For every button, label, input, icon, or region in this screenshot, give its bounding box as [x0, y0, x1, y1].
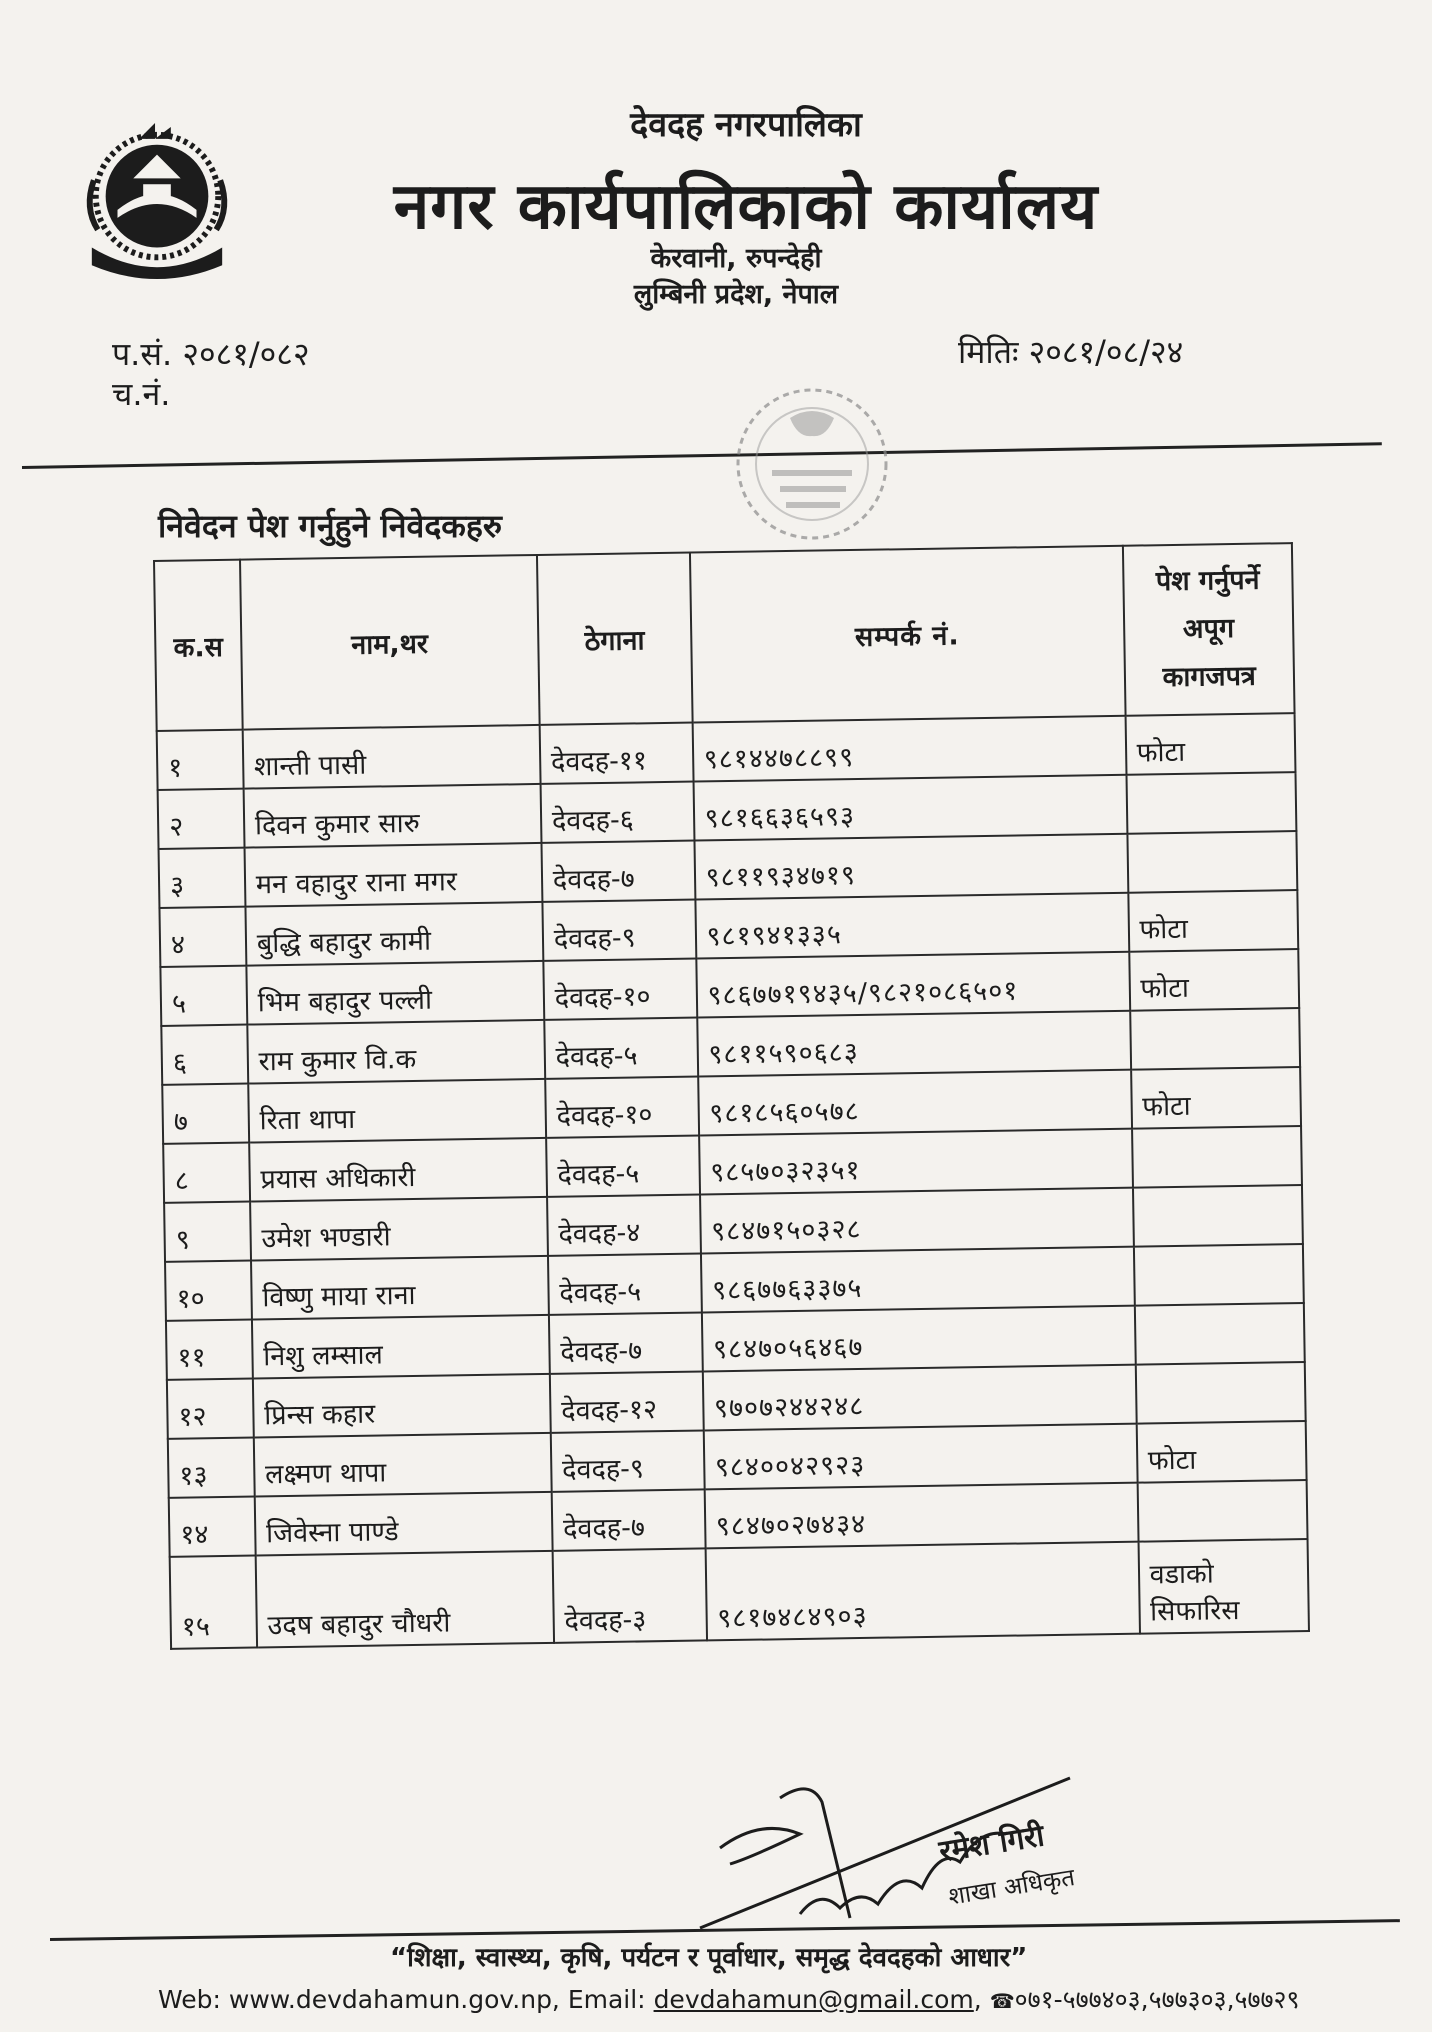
- cell-name: बुद्धि बहादुर कामी: [245, 902, 543, 966]
- table-row: [170, 1539, 1309, 1649]
- cell-documents: [1133, 1185, 1303, 1247]
- column-header-sn: क.स: [154, 560, 242, 731]
- cell-sn: ५: [160, 966, 247, 1026]
- telephone-icon: ☎: [989, 1989, 1015, 2013]
- cell-contact: ९८१८५६०५७८: [698, 1070, 1132, 1136]
- cell-address: देवदह-७: [551, 1489, 705, 1550]
- cell-address: देवदह-५: [548, 1253, 702, 1314]
- column-header-documents-line-2: अपूग: [1182, 613, 1235, 645]
- cell-sn: ३: [159, 848, 246, 908]
- cell-documents: [1134, 1303, 1304, 1365]
- cell-sn: ७: [162, 1084, 249, 1144]
- cell-contact: ९८१९४१३३५: [695, 893, 1129, 959]
- cell-name: विष्णु माया राना: [251, 1256, 549, 1320]
- footer-phones: ०७१-५७७४०३,५७७३०३,५७७२९: [1014, 1985, 1300, 2014]
- cell-sn: २: [158, 789, 245, 849]
- cell-sn: १०: [165, 1261, 252, 1321]
- cell-address: देवदह-१०: [543, 959, 697, 1020]
- cell-documents: वडाको सिफारिस: [1138, 1539, 1309, 1634]
- cell-name: मन वहादुर राना मगर: [244, 843, 542, 907]
- column-header-documents: [1122, 543, 1294, 716]
- cell-contact: ९८१७४८४९०३: [705, 1542, 1139, 1641]
- cell-name: शान्ती पासी: [242, 725, 540, 789]
- applicants-table-body: [157, 713, 1309, 1649]
- table-header-row: [154, 543, 1295, 731]
- cell-sn: ६: [161, 1025, 248, 1085]
- cell-name: जिवेस्ना पाण्डे: [254, 1492, 552, 1556]
- cell-address: देवदह-९: [551, 1430, 705, 1491]
- cell-name: निशु लम्साल: [252, 1315, 550, 1379]
- header-divider: [22, 442, 1382, 469]
- cell-address: देवदह-५: [544, 1018, 698, 1079]
- cell-name: राम कुमार वि.क: [247, 1020, 545, 1084]
- office-title: नगर कार्यपालिकाको कार्यालय: [393, 170, 1099, 244]
- municipality-name: देवदह नगरपालिका: [630, 105, 862, 145]
- cell-sn: ४: [159, 907, 246, 967]
- cell-name: दिवन कुमार सारु: [243, 784, 541, 848]
- cell-contact: ९८४००४२९२३: [703, 1424, 1137, 1490]
- cell-documents: [1127, 831, 1297, 893]
- cell-sn: १: [157, 730, 244, 790]
- cell-documents: [1130, 1008, 1300, 1070]
- cell-contact: ९८६७७६३३७५: [700, 1247, 1134, 1313]
- column-header-documents-line-3: कागजपत्र: [1162, 660, 1257, 694]
- cell-contact: ९८११९३४७१९: [694, 834, 1128, 900]
- cell-address: देवदह-३: [552, 1548, 706, 1642]
- cell-address: देवदह-५: [546, 1136, 700, 1197]
- column-header-contact: सम्पर्क नं.: [689, 546, 1125, 723]
- dispatch-number: च.नं.: [112, 375, 171, 413]
- cell-name: उदष बहादुर चौधरी: [255, 1551, 553, 1648]
- cell-contact: ९८४७०५६४६७: [701, 1306, 1135, 1372]
- cell-address: देवदह-७: [549, 1312, 703, 1373]
- cell-contact: ९८६७७१९४३५/९८२१०८६५०१: [696, 952, 1130, 1018]
- cell-name: प्रिन्स कहार: [253, 1374, 551, 1438]
- cell-documents: [1126, 772, 1296, 834]
- cell-sn: १३: [168, 1438, 255, 1498]
- cell-name: रिता थापा: [248, 1079, 546, 1143]
- column-header-address: ठेगाना: [537, 553, 692, 725]
- cell-address: देवदह-९: [542, 900, 696, 961]
- cell-address: देवदह-६: [540, 782, 694, 843]
- cell-name: प्रयास अधिकारी: [249, 1138, 547, 1202]
- cell-address: देवदह-४: [547, 1194, 701, 1255]
- officer-title: शाखा अधिकृत: [946, 1863, 1077, 1911]
- cell-sn: ९: [164, 1202, 251, 1262]
- cell-name: भिम बहादुर पल्ली: [246, 961, 544, 1025]
- cell-documents: फोटा: [1128, 890, 1298, 952]
- cell-address: देवदह-१२: [550, 1371, 704, 1432]
- column-header-documents-line-1: पेश गर्नुपर्ने: [1155, 564, 1260, 598]
- footer-email-link[interactable]: devdahamun@gmail.com: [653, 1985, 974, 2014]
- reference-number: प.सं. २०८१/०८२: [112, 335, 310, 373]
- address-line-1: केरवानी, रुपन्देही: [650, 243, 822, 274]
- applicants-table: [153, 542, 1310, 1650]
- cell-sn: १४: [169, 1497, 256, 1557]
- office-stamp: [726, 378, 898, 550]
- handwritten-signature: [690, 1738, 1110, 1948]
- cell-contact: ९८४७०२७४३४: [704, 1483, 1138, 1549]
- cell-name: लक्ष्मण थापा: [254, 1433, 552, 1497]
- letter-date: मितिः २०८१/०८/२४: [958, 333, 1184, 371]
- cell-sn: १२: [167, 1379, 254, 1439]
- cell-documents: फोटा: [1131, 1067, 1301, 1129]
- cell-contact: ९८१४४७८८९९: [692, 716, 1126, 782]
- cell-contact: ९८५७०३२३५१: [699, 1129, 1133, 1195]
- cell-documents: फोटा: [1136, 1421, 1306, 1483]
- footer-contact: [158, 1982, 1300, 2016]
- address-line-2: लुम्बिनी प्रदेश, नेपाल: [633, 279, 839, 310]
- cell-sn: ८: [163, 1143, 250, 1203]
- cell-documents: फोटा: [1129, 949, 1299, 1011]
- cell-name: उमेश भण्डारी: [250, 1197, 548, 1261]
- cell-contact: ९७०७२४४२४८: [702, 1365, 1136, 1431]
- footer-web: Web: www.devdahamun.gov.np, Email:: [158, 1985, 654, 2014]
- cell-sn: १५: [170, 1556, 257, 1649]
- cell-contact: ९८४७१५०३२८: [700, 1188, 1134, 1254]
- footer-separator: ,: [973, 1985, 990, 2014]
- officer-name: रमेश गिरी: [936, 1818, 1047, 1870]
- cell-documents: [1132, 1126, 1302, 1188]
- cell-documents: [1133, 1244, 1303, 1306]
- footer-motto: “शिक्षा, स्वास्थ्य, कृषि, पर्यटन र पूर्वाधार, समृद्ध देवदहको आधार”: [390, 1943, 1028, 1973]
- applicants-list-heading: निवेदन पेश गर्नुहुने निवेदकहरु: [158, 507, 503, 545]
- cell-address: देवदह-७: [541, 841, 695, 902]
- cell-sn: ११: [166, 1320, 253, 1380]
- column-header-name: नाम,थर: [240, 555, 540, 730]
- cell-address: देवदह-१०: [545, 1077, 699, 1138]
- cell-documents: [1135, 1362, 1305, 1424]
- cell-documents: [1137, 1480, 1307, 1542]
- cell-contact: ९८१६६३६५९३: [693, 775, 1127, 841]
- cell-address: देवदह-११: [539, 723, 693, 784]
- cell-documents: फोटा: [1125, 713, 1295, 775]
- cell-contact: ९८११५९०६८३: [697, 1011, 1131, 1077]
